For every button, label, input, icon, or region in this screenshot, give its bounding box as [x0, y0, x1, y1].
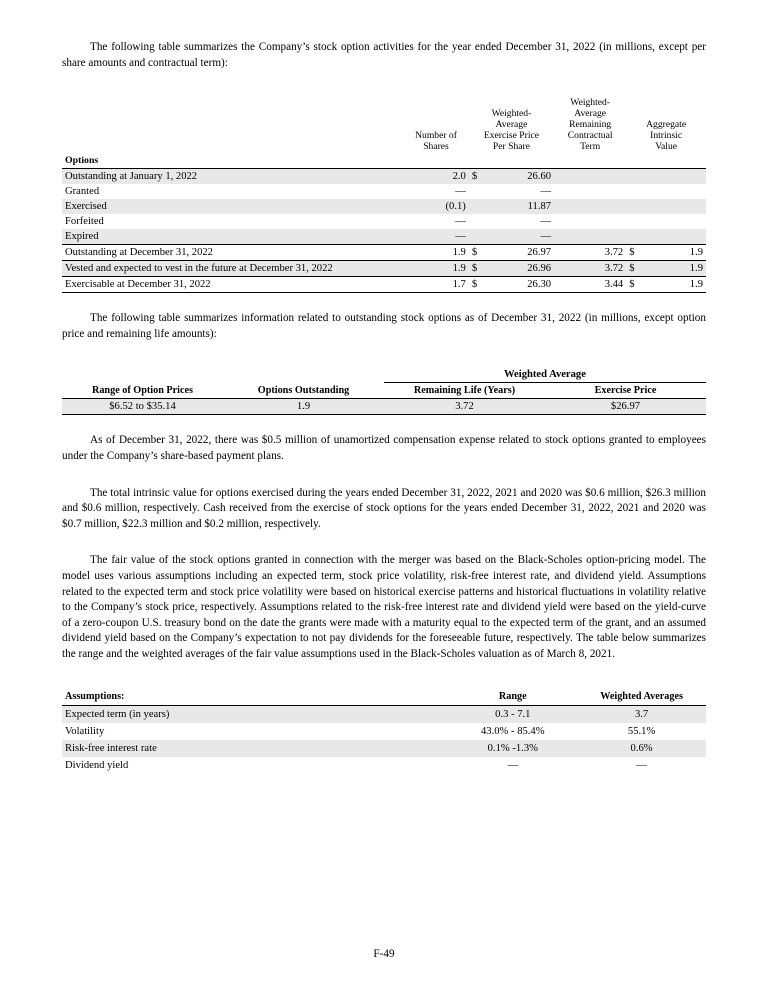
paragraph-intro-outstanding-options: The following table summarizes information related to outstanding stock options as of December 31, 2022 (in millions, except option price and remaining life amounts):: [62, 312, 706, 340]
cell-price: —: [540, 216, 552, 228]
header-line: Intrinsic: [650, 130, 683, 142]
cell-term: [554, 184, 626, 199]
header-line: Weighted-: [570, 97, 611, 109]
header-options-outstanding: Options Outstanding: [223, 383, 384, 399]
cell-currency-symbol: [469, 199, 482, 214]
column-spacer: [482, 153, 554, 169]
row-label: Outstanding at December 31, 2022: [62, 245, 403, 261]
spacer: [62, 353, 706, 367]
cell-value: 1.9: [640, 245, 706, 261]
cell-price: 26.60: [527, 171, 552, 183]
cell-term: 3.44: [554, 277, 626, 293]
column-spacer: [626, 153, 640, 169]
table-row: [62, 214, 706, 229]
empty-cell: [62, 367, 223, 383]
header-line: Aggregate: [646, 119, 687, 131]
row-label: Expected term (in years): [65, 708, 170, 720]
cell-currency-symbol: $: [626, 261, 640, 277]
cell-shares: —: [455, 186, 466, 198]
paragraph-intro-option-activity: The following table summarizes the Company’s stock option activities for the year ended December 31, 2022 (in millions, except per share amounts and contractual term):: [62, 41, 706, 69]
row-label: Volatility: [65, 725, 105, 737]
cell-weighted-average: 3.7: [634, 708, 649, 720]
cell-shares: 1.9: [403, 245, 469, 261]
cell-price: —: [540, 186, 552, 198]
column-spacer: [469, 153, 482, 169]
assumptions-table: [62, 688, 706, 774]
spacer: [62, 543, 706, 553]
header-line: Term: [580, 141, 601, 153]
row-label: Expired: [62, 229, 403, 245]
table-row: [62, 169, 706, 185]
row-label: Exercisable at December 31, 2022: [62, 277, 403, 293]
page-number: F-49: [373, 948, 395, 960]
cell-value: [640, 169, 706, 185]
row-label: Dividend yield: [65, 759, 129, 771]
cell-term: [554, 229, 626, 245]
table-header-row: [62, 688, 706, 706]
cell-value: [640, 199, 706, 214]
paragraph-intrinsic-value: The total intrinsic value for options exercised during the years ended December 31, 2022, 2021 and 2020 was $0.6 million, $26.3 million and $0.6 million, respectively. Cash received from the exercise of stock options for the years ended December 31, 2022, 2021 and 2020 was $0.7 million, $22.3 million and $0.2 million, respectively.: [62, 486, 706, 530]
row-label: Outstanding at January 1, 2022: [65, 171, 198, 183]
empty-cell: [223, 367, 384, 383]
header-range-of-option-prices: Range of Option Prices: [62, 383, 223, 399]
row-label: Exercised: [65, 201, 107, 213]
header-remaining-life: Remaining Life (Years): [384, 383, 545, 399]
table-row: [62, 277, 706, 293]
cell-value: [640, 214, 706, 229]
spacer: [62, 674, 706, 688]
cell-value: 1.9: [640, 261, 706, 277]
spacer: [62, 476, 706, 486]
table-row: [62, 757, 706, 774]
cell-range: 43.0% - 85.4%: [481, 725, 545, 737]
header-line: Remaining: [569, 119, 612, 131]
cell-range: 0.3 - 7.1: [495, 708, 531, 720]
cell-value: [640, 184, 706, 199]
table-row: [62, 245, 706, 261]
row-label: Forfeited: [65, 216, 104, 228]
cell-term: [554, 214, 626, 229]
table-group-header-row: [62, 367, 706, 383]
spacer: [62, 82, 706, 96]
cell-currency-symbol: [626, 199, 640, 214]
cell-currency-symbol: [626, 184, 640, 199]
table-row: [62, 723, 706, 740]
row-label: Vested and expected to vest in the future at December 31, 2022: [62, 261, 403, 277]
header-line: Value: [655, 141, 678, 153]
cell-term: 3.72: [554, 245, 626, 261]
cell-currency-symbol: $: [469, 261, 482, 277]
cell-remaining-life: 3.72: [384, 399, 545, 415]
header-line: Shares: [423, 141, 449, 153]
column-label-options: Options: [62, 153, 403, 169]
paragraph-black-scholes: The fair value of the stock options granted in connection with the merger was based on the Black-Scholes option-pricing model. The model uses various assumptions including an expected term, stock price volatility, risk-free interest rate, and dividend yield. Assumptions related to the expected term and stock price volatility were based on historical exercise patterns and historical fluctuations in volatility relative to the Company’s stock price, respectively. Assumptions related to the risk-free interest rate and dividend yield were based on the yield-curve of a zero-coupon U.S. treasury bond on the date the grants were made with a maturity equal to the expected term of the grant, and an assumed dividend yield based on the Company’s expectation to not pay dividends for the foreseeable future, respectively. The table below summarizes the range and the weighted averages of the fair value assumptions used in the Black-Scholes valuation as of March 8, 2021.: [62, 554, 706, 660]
cell-weighted-average: 55.1%: [627, 725, 656, 737]
cell-currency-symbol: [626, 214, 640, 229]
group-header-weighted-average: Weighted Average: [384, 367, 706, 383]
cell-currency-symbol: $: [626, 277, 640, 293]
row-label: Risk-free interest rate: [65, 742, 157, 754]
cell-weighted-average: —: [636, 759, 647, 771]
cell-price: 26.96: [482, 261, 554, 277]
cell-value: [640, 229, 706, 245]
cell-shares: —: [455, 216, 466, 228]
spacer: [62, 415, 706, 433]
page-footer: [0, 948, 768, 960]
cell-currency-symbol: [469, 214, 482, 229]
cell-range: —: [507, 759, 519, 771]
cell-weighted-average: 0.6%: [630, 742, 653, 754]
header-weighted-average-remaining-term: [554, 96, 626, 153]
table-header-row: [62, 96, 706, 153]
header-line: Per Share: [492, 141, 530, 153]
paragraph-unamortized-expense: As of December 31, 2022, there was $0.5 million of unamortized compensation expense related to stock options granted to employees under the Company’s share-based payment plans.: [62, 434, 706, 462]
table-subheader-row: [62, 153, 706, 169]
cell-options-outstanding: 1.9: [223, 399, 384, 415]
cell-shares: 1.9: [403, 261, 469, 277]
header-aggregate-intrinsic-value: [626, 96, 706, 153]
cell-currency-symbol: [469, 229, 482, 245]
header-line: Average: [495, 119, 528, 131]
cell-price: 26.97: [482, 245, 554, 261]
header-line: Number of: [415, 130, 457, 142]
header-weighted-average-exercise-price: [469, 96, 554, 153]
stock-option-activity-table: [62, 96, 706, 293]
cell-term: [554, 199, 626, 214]
header-line: Contractual: [567, 130, 613, 142]
table-row: [62, 740, 706, 757]
table-row: [62, 261, 706, 277]
table-row: [62, 229, 706, 245]
column-spacer: [554, 153, 626, 169]
header-options: [62, 96, 403, 153]
table-row: [62, 705, 706, 723]
header-line: Exercise Price: [483, 130, 540, 142]
row-label: Granted: [65, 186, 100, 198]
cell-currency-symbol: [626, 229, 640, 245]
cell-range: 0.1% -1.3%: [487, 742, 538, 754]
header-number-of-shares: [403, 96, 469, 153]
spacer: [62, 293, 706, 311]
cell-currency-symbol: [626, 169, 640, 185]
cell-price: 26.30: [482, 277, 554, 293]
cell-currency-symbol: [469, 184, 482, 199]
cell-term: [554, 169, 626, 185]
column-spacer: [403, 153, 469, 169]
cell-shares: 1.7: [403, 277, 469, 293]
cell-currency-symbol: $: [626, 245, 640, 261]
cell-currency-symbol: $: [471, 171, 478, 183]
column-spacer: [640, 153, 706, 169]
table-row: [62, 199, 706, 214]
cell-shares: —: [403, 229, 469, 245]
table-row: [62, 184, 706, 199]
header-weighted-averages: Weighted Averages: [577, 688, 706, 706]
cell-price: 11.87: [527, 201, 552, 213]
header-range: Range: [448, 688, 577, 706]
cell-currency-symbol: $: [469, 245, 482, 261]
header-exercise-price: Exercise Price: [545, 383, 706, 399]
header-line: Average: [574, 108, 607, 120]
cell-range: $6.52 to $35.14: [62, 399, 223, 415]
header-assumptions: Assumptions:: [62, 688, 448, 706]
cell-exercise-price: $26.97: [545, 399, 706, 415]
cell-shares: (0.1): [445, 201, 466, 213]
cell-currency-symbol: $: [469, 277, 482, 293]
cell-value: 1.9: [640, 277, 706, 293]
cell-price: —: [482, 229, 554, 245]
header-line: Weighted-: [491, 108, 532, 120]
cell-shares: 2.0: [452, 171, 466, 183]
table-header-row: [62, 383, 706, 399]
table-row: [62, 399, 706, 415]
outstanding-options-table: [62, 367, 706, 415]
cell-term: 3.72: [554, 261, 626, 277]
